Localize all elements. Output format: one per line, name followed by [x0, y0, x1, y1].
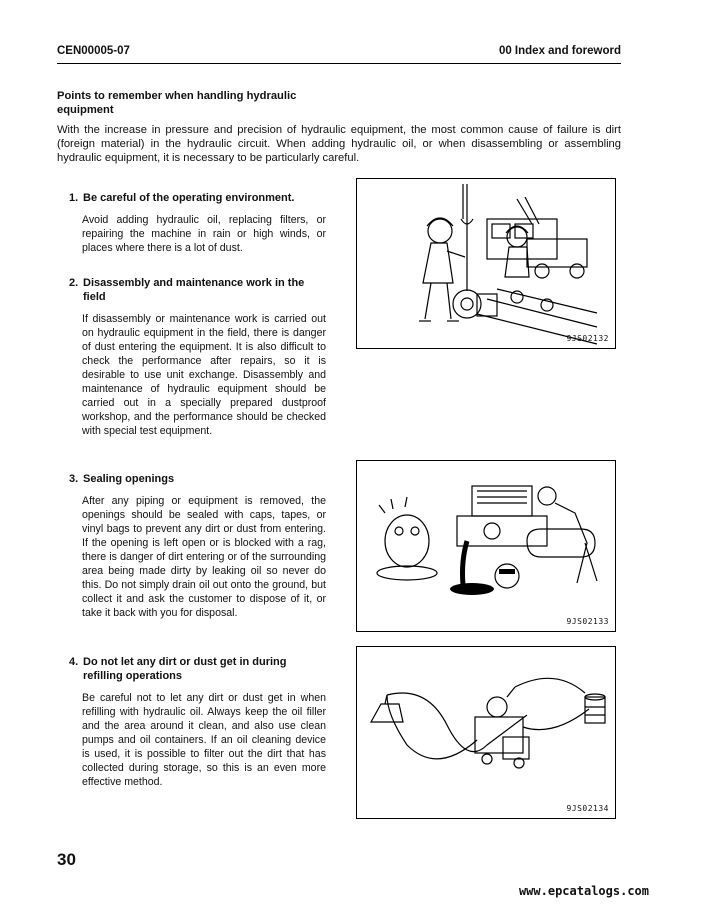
item-title: Do not let any dirt or dust get in during refilling operations — [83, 656, 287, 682]
item-body: If disassembly or maintenance work is carried out on hydraulic equipment in the field, there is danger of dust entering the equipment. It is also difficult to check the performance after repairs, so it is desirable to use unit exchange. Disassembly and maintenance of hydraulic equipment should be carried out in a specially prepared dustproof workshop, and the performance should be checked with special test equipment. — [82, 313, 326, 437]
oil-cleaning-device-illustration — [357, 647, 615, 818]
figure-sealing-openings — [356, 460, 616, 632]
page-number: 30 — [57, 850, 76, 869]
item-number: 3. — [69, 473, 79, 485]
document-code: CEN00005-07 — [57, 45, 130, 57]
header-rule — [57, 63, 621, 64]
figure-code: 9JS02134 — [566, 804, 609, 813]
item-3-heading — [69, 472, 326, 486]
item-4-heading — [69, 655, 326, 683]
figure-refilling — [356, 646, 616, 819]
intro-paragraph: With the increase in pressure and precision of hydraulic equipment, the most common cause of failure is dirt (foreign material) in the hydraulic circuit. When adding hydraulic oil, or when disassembling or assembling hydraulic equipment, it is necessary to be particularly careful. — [57, 124, 621, 164]
item-2 — [69, 276, 326, 438]
watermark-link[interactable]: www.epcatalogs.com — [518, 884, 649, 898]
item-title: Sealing openings — [83, 473, 175, 485]
item-body: After any piping or equipment is removed, the openings should be sealed with caps, tapes, or vinyl bags to prevent any dirt or dust from entering. If the opening is left open or is blocked with a rag, there is danger of dirt entering or of the surrounding area being made dirty by leaking oil so never do this. Do not simply drain oil out onto the ground, but collect it and ask the customer to dispose of it, or take it back with you for disposal. — [82, 495, 326, 619]
figure-code: 9JS02133 — [566, 617, 609, 626]
figure-operating-environment — [356, 178, 616, 349]
item-title: Disassembly and maintenance work in the field — [83, 277, 305, 303]
oil-drain-illustration — [357, 461, 615, 631]
item-title: Be careful of the operating environment. — [83, 192, 295, 204]
item-4 — [69, 655, 326, 789]
item-body: Avoid adding hydraulic oil, replacing filters, or repairing the machine in rain or high winds, or places where there is a lot of dust. — [82, 214, 326, 254]
item-number: 4. — [69, 656, 79, 668]
item-3 — [69, 472, 326, 620]
item-2-heading — [69, 276, 326, 304]
worker-crane-illustration — [357, 179, 615, 348]
item-number: 1. — [69, 192, 79, 204]
item-1 — [69, 191, 326, 255]
item-number: 2. — [69, 277, 79, 289]
figure-code: 9JS02132 — [566, 334, 609, 343]
section-header: 00 Index and foreword — [498, 45, 621, 57]
section-title: Points to remember when handling hydraulic equipment — [57, 90, 297, 116]
item-body: Be careful not to let any dirt or dust get in when refilling with hydraulic oil. Always keep the oil filler and the area around it clean, and also use clean pumps and oil containers. If an oil cleaning device is used, it is possible to filter out the dirt that has collected during storage, so this is an even more effective method. — [82, 692, 326, 788]
item-1-heading — [69, 191, 326, 205]
